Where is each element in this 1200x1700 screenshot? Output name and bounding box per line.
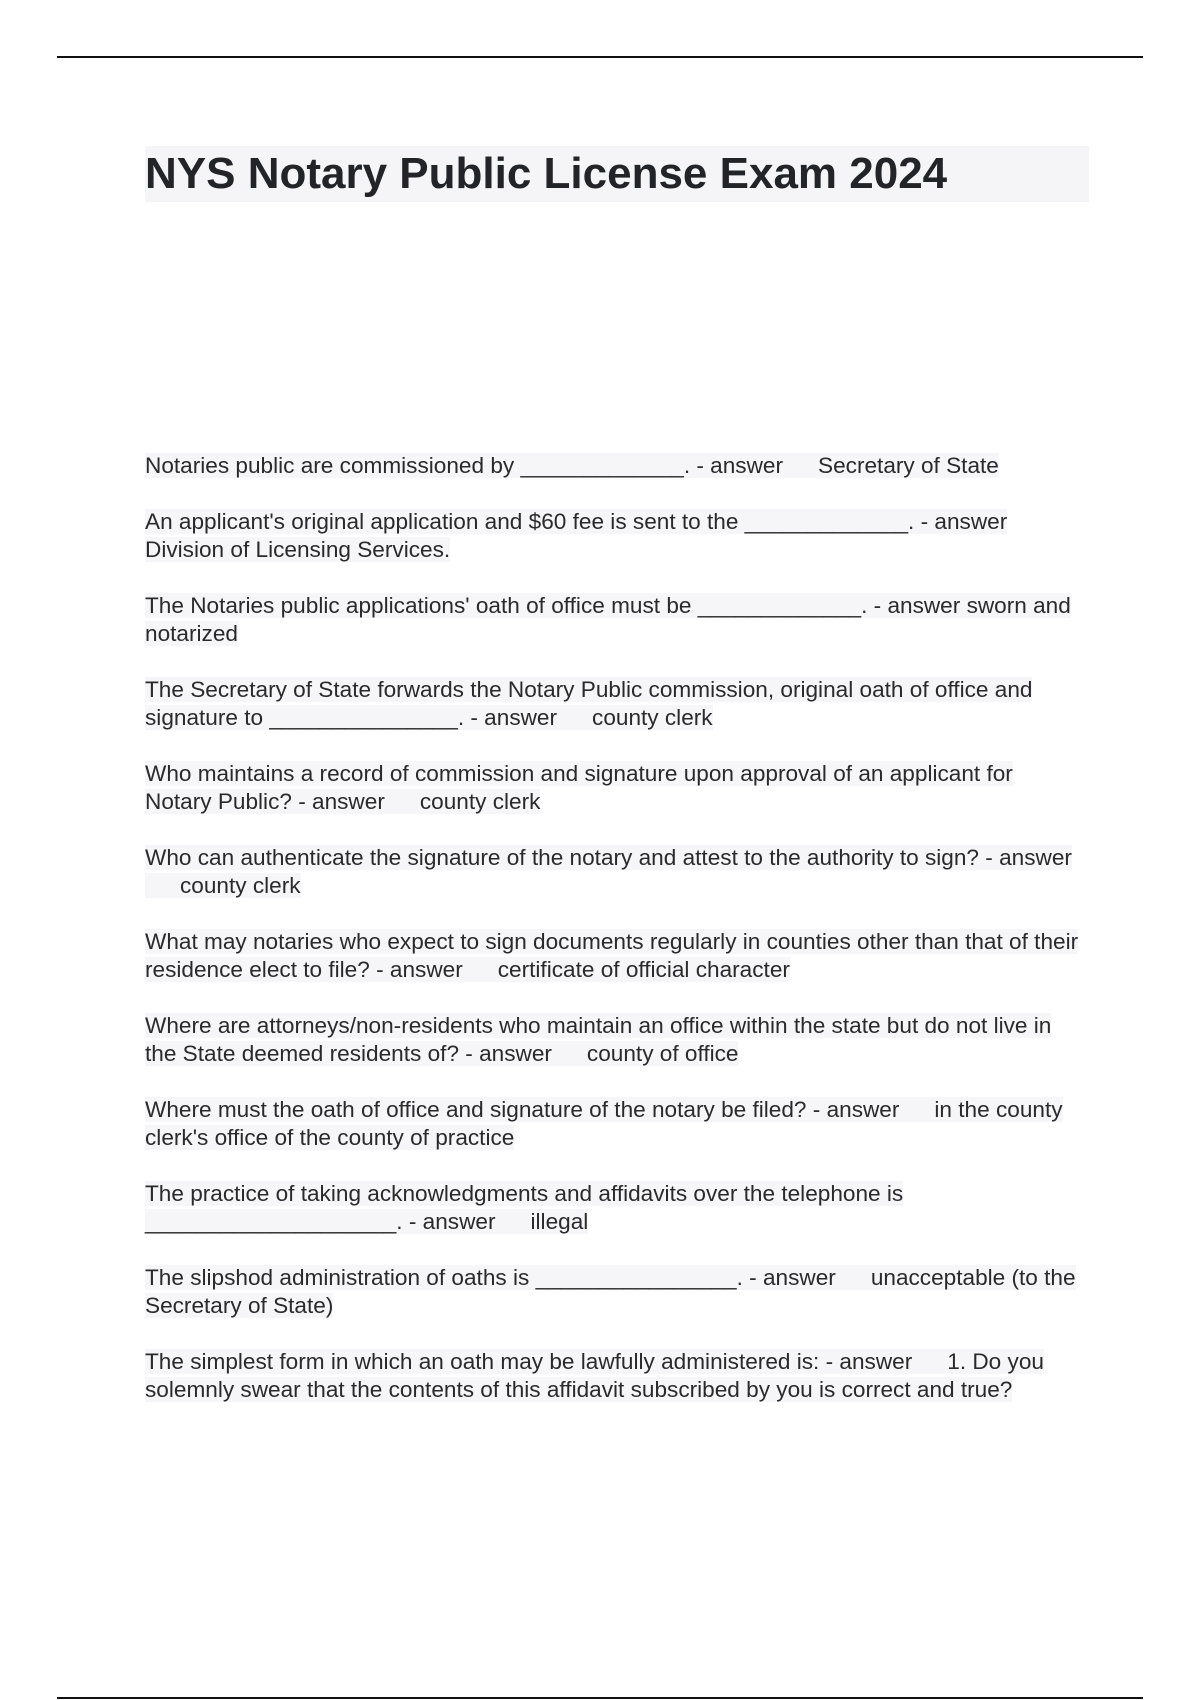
qa-answer: sworn and notarized — [145, 592, 1071, 646]
qa-question: The slipshod administration of oaths is ________________. - answer — [145, 1264, 836, 1290]
qa-answer: in the county clerk's office of the county of practice — [145, 1096, 1063, 1150]
bottom-rule — [57, 1697, 1143, 1699]
qa-answer: county clerk — [419, 789, 541, 814]
qa-question: The Secretary of State forwards the Notary Public commission, original oath of office and signature to _______________. - answer — [145, 676, 1033, 730]
qa-list — [145, 452, 1085, 1432]
qa-answer: county clerk — [180, 873, 301, 898]
qa-item — [145, 760, 1085, 817]
qa-question: The practice of taking acknowledgments and affidavits over the telephone is ____________________. - answer — [145, 1180, 904, 1234]
qa-answer: certificate of official character — [497, 957, 790, 982]
qa-item — [145, 1348, 1085, 1405]
qa-answer: county of office — [586, 1041, 739, 1066]
qa-question: Notaries public are commissioned by _____________. - answer — [145, 453, 784, 478]
qa-item — [145, 592, 1085, 649]
qa-item — [145, 1012, 1085, 1069]
qa-item — [145, 1180, 1085, 1237]
qa-item — [145, 1264, 1085, 1321]
qa-item — [145, 844, 1085, 901]
qa-answer: county clerk — [592, 705, 713, 730]
qa-item — [145, 928, 1085, 985]
qa-item — [145, 1096, 1085, 1153]
qa-item — [145, 676, 1085, 733]
qa-answer: unacceptable (to the Secretary of State) — [145, 1264, 1076, 1318]
qa-question: The Notaries public applications' oath of office must be _____________. - answer — [145, 592, 961, 618]
qa-question: The simplest form in which an oath may be lawfully administered is: - answer — [145, 1348, 913, 1374]
top-rule — [57, 56, 1143, 58]
qa-question: An applicant's original application and $60 fee is sent to the _____________. - answer — [145, 508, 1008, 534]
qa-item — [145, 452, 1085, 481]
qa-answer: Secretary of State — [818, 453, 999, 478]
qa-question: Where are attorneys/non-residents who maintain an office within the state but do not live in the State deemed residents of? - answer — [145, 1012, 1052, 1066]
qa-answer: Division of Licensing Services. — [145, 537, 451, 562]
document-title: NYS Notary Public License Exam 2024 — [145, 146, 1089, 202]
qa-answer: illegal — [530, 1209, 589, 1234]
qa-question: Who can authenticate the signature of the notary and attest to the authority to sign? - answer — [145, 844, 1072, 870]
qa-question: What may notaries who expect to sign documents regularly in counties other than that of their residence elect to file? - answer — [145, 928, 1079, 982]
qa-item — [145, 508, 1085, 565]
qa-question: Where must the oath of office and signature of the notary be filed? - answer — [145, 1096, 900, 1122]
qa-answer: 1. Do you solemnly swear that the contents of this affidavit subscribed by you is correct and true? — [145, 1348, 1044, 1402]
qa-question: Who maintains a record of commission and signature upon approval of an applicant for Notary Public? - answer — [145, 760, 1013, 814]
